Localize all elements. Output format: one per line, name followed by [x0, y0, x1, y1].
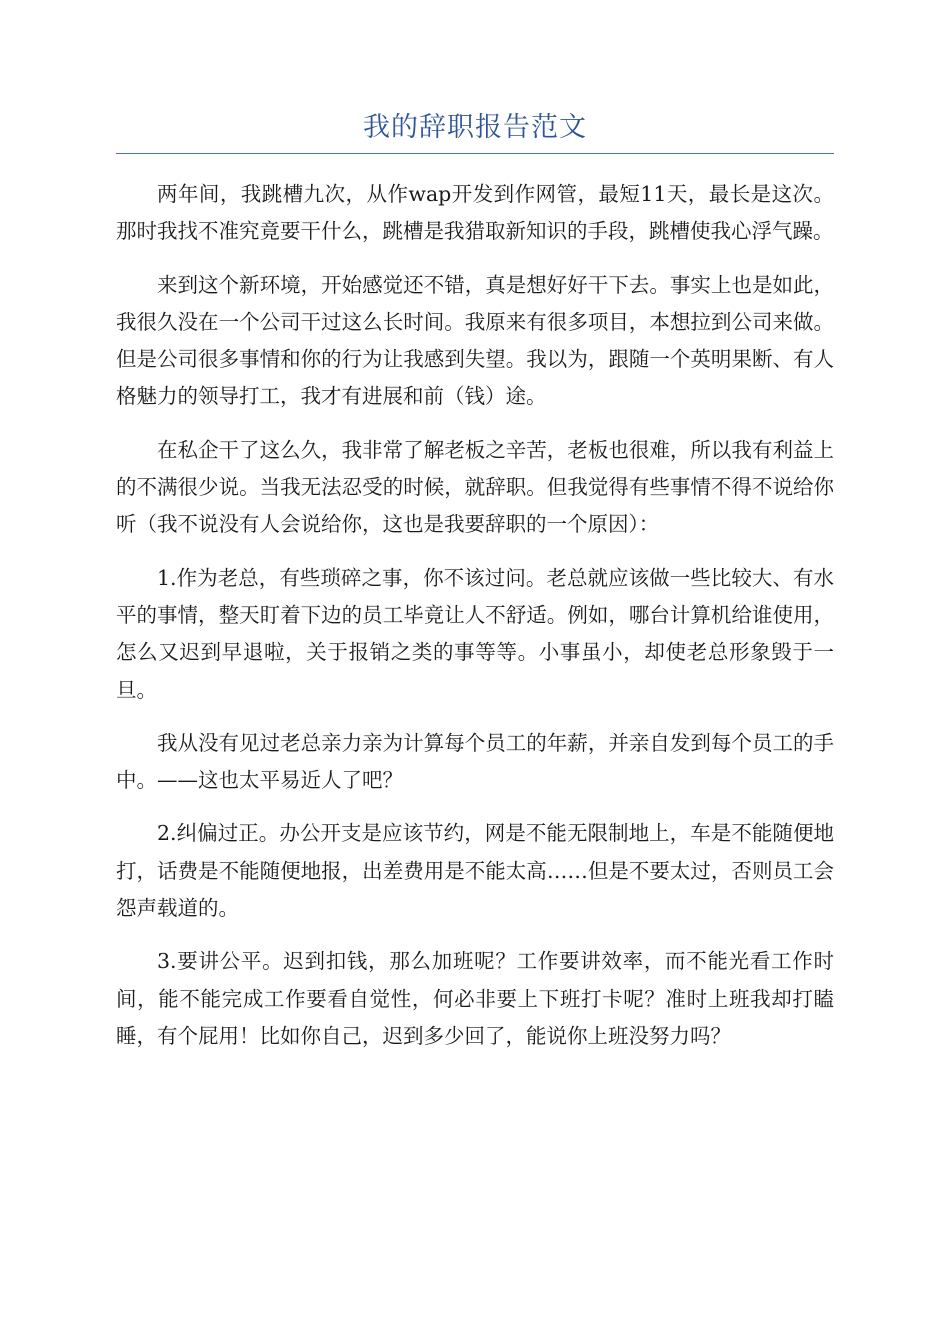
paragraph-4: 1.作为老总，有些琐碎之事，你不该过问。老总就应该做一些比较大、有水平的事情，整天盯着下边的员工毕竟让人不舒适。例如，哪台计算机给谁使用，怎么又迟到早退啦，关于报销之类的事等等。小事虽小，却使老总形象毁于一旦。	[116, 565, 834, 702]
title-underline	[116, 153, 834, 154]
paragraph-1: 两年间，我跳槽九次，从作wap开发到作网管，最短11天，最长是这次。那时我找不准究竟要干什么，跳槽是我猎取新知识的手段，跳槽使我心浮气躁。	[116, 182, 834, 244]
paragraph-2: 来到这个新环境，开始感觉还不错，真是想好好干下去。事实上也是如此，我很久没在一个公司干过这么长时间。我原来有很多项目，本想拉到公司来做。但是公司很多事情和你的行为让我感到失望。我以为，跟随一个英明果断、有人格魅力的领导打工，我才有进展和前（钱）途。	[116, 272, 834, 409]
paragraph-7: 3.要讲公平。迟到扣钱，那么加班呢？工作要讲效率，而不能光看工作时间，能不能完成工作要看自觉性，何必非要上下班打卡呢？准时上班我却打瞌睡，有个屁用！比如你自己，迟到多少回了，能说你上班没努力吗？	[116, 949, 834, 1048]
paragraph-5: 我从没有见过老总亲力亲为计算每个员工的年薪，并亲自发到每个员工的手中。——这也太平易近人了吧？	[116, 730, 834, 793]
paragraph-3: 在私企干了这么久，我非常了解老板之辛苦，老板也很难，所以我有利益上的不满很少说。当我无法忍受的时候，就辞职。但我觉得有些事情不得不说给你听（我不说没有人会说给你，这也是我要辞职的一个原因）：	[116, 437, 834, 537]
paragraph-6: 2.纠偏过正。办公开支是应该节约，网是不能无限制地上，车是不能随便地打，话费是不能随便地报，出差费用是不能太高……但是不要太过，否则员工会怨声载道的。	[116, 821, 834, 921]
document-body	[116, 176, 834, 1071]
document-title: 我的辞职报告范文	[363, 112, 587, 143]
